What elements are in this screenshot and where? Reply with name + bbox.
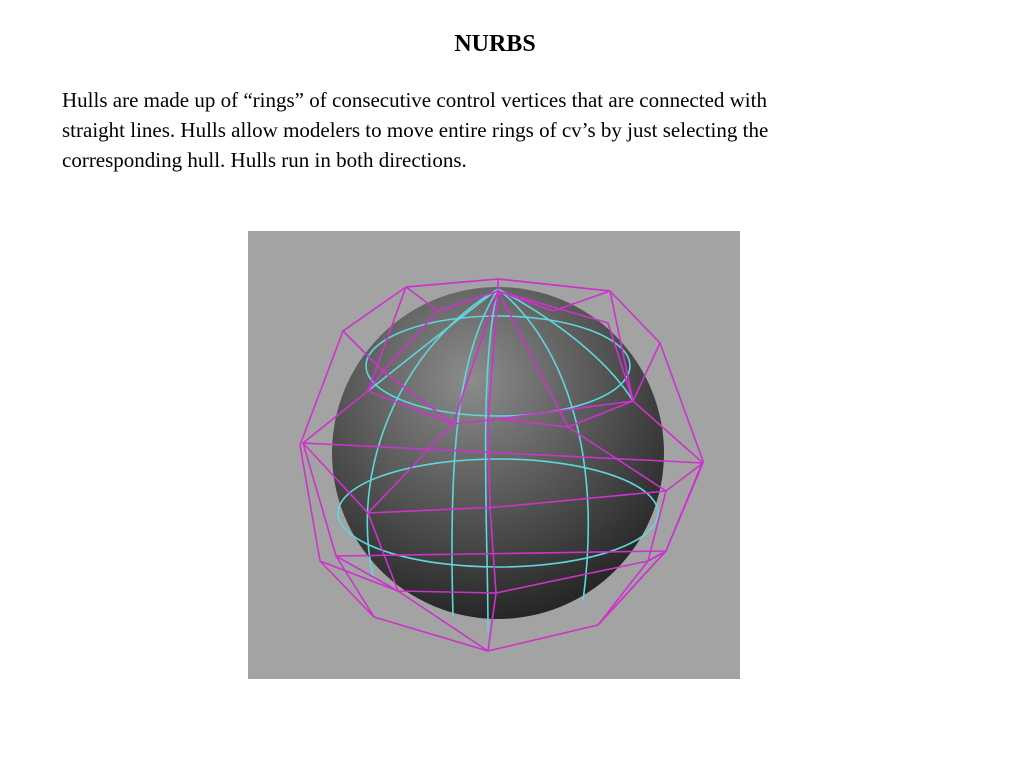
body-line: straight lines. Hulls allow modelers to move entire rings of cv’s by just selecting the xyxy=(62,118,769,142)
nurbs-sphere-figure xyxy=(248,231,740,679)
body-paragraph xyxy=(62,85,962,175)
body-line: Hulls are made up of “rings” of consecutive control vertices that are connected with xyxy=(62,88,767,112)
body-line: corresponding hull. Hulls run in both directions. xyxy=(62,148,467,172)
slide-title: NURBS xyxy=(454,31,536,57)
nurbs-sphere-illustration xyxy=(248,231,740,679)
